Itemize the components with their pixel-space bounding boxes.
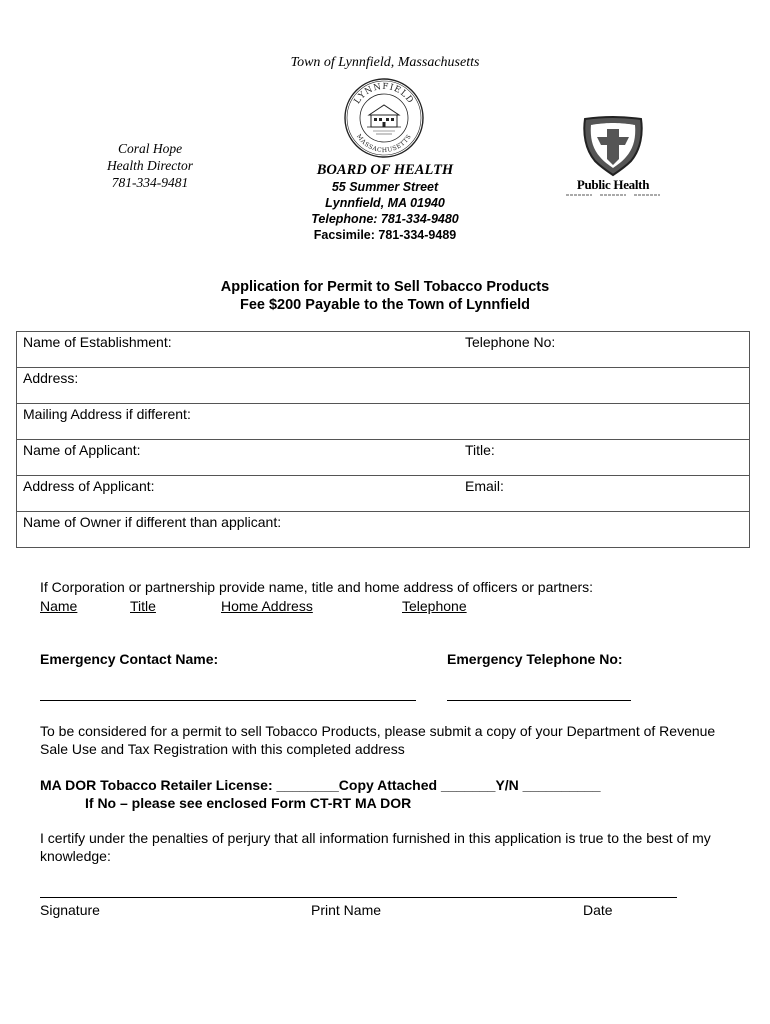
- row-establishment: [17, 332, 750, 368]
- applicant-address-field[interactable]: [17, 476, 750, 512]
- email-label: Email:: [465, 478, 504, 494]
- address-label: Address:: [23, 370, 79, 386]
- signature-line[interactable]: [40, 897, 677, 898]
- board-facsimile: Facsimile: 781-334-9489: [313, 228, 457, 242]
- svg-text:LYNNFIELD: LYNNFIELD: [352, 81, 416, 106]
- mailing-address-field[interactable]: [17, 404, 750, 440]
- dor-license-line: MA DOR Tobacco Retailer License: ________Copy Attached _______Y/N __________: [40, 777, 601, 793]
- public-health-label: Public Health: [576, 177, 650, 192]
- lynnfield-seal-logo: [343, 77, 425, 159]
- col-home-address: Home Address: [221, 598, 313, 614]
- svg-text:MASSACHUSETTS: MASSACHUSETTS: [354, 133, 413, 155]
- dor-if-no: If No – please see enclosed Form CT-RT MA DOR: [85, 795, 412, 811]
- applicant-title-label: Title:: [465, 442, 495, 458]
- town-heading: Town of Lynnfield, Massachusetts: [290, 55, 480, 70]
- officers-columns: [40, 598, 540, 616]
- print-name-label: Print Name: [311, 902, 382, 918]
- board-street: 55 Summer Street: [331, 180, 439, 194]
- emergency-contact-line[interactable]: [40, 700, 416, 701]
- owner-label: Name of Owner if different than applicant:: [23, 514, 282, 530]
- applicant-field[interactable]: [17, 440, 750, 476]
- row-address: [17, 368, 750, 404]
- establishment-label: Name of Establishment:: [23, 334, 172, 350]
- row-owner: [17, 512, 750, 548]
- row-applicant: [17, 440, 750, 476]
- establishment-field[interactable]: [17, 332, 750, 368]
- emergency-phone-label: Emergency Telephone No:: [447, 651, 623, 667]
- director-phone: 781-334-9481: [111, 175, 189, 190]
- telephone-label: Telephone No:: [465, 334, 556, 350]
- col-name: Name: [40, 598, 78, 614]
- certify-statement: I certify under the penalties of perjury that all information furnished in this application is true to the best of my knowledge:: [40, 830, 711, 864]
- mailing-address-label: Mailing Address if different:: [23, 406, 191, 422]
- address-field[interactable]: [17, 368, 750, 404]
- row-mailing: [17, 404, 750, 440]
- health-director-block: [80, 140, 220, 191]
- board-city: Lynnfield, MA 01940: [325, 196, 445, 210]
- emergency-phone-line[interactable]: [447, 700, 631, 701]
- public-health-tagline-icon: [564, 193, 662, 197]
- date-label: Date: [583, 902, 613, 918]
- emergency-contact-label: Emergency Contact Name:: [40, 651, 219, 667]
- applicant-label: Name of Applicant:: [23, 442, 141, 458]
- application-title: [0, 278, 770, 314]
- board-telephone: Telephone: 781-334-9480: [311, 212, 459, 226]
- col-telephone: Telephone: [402, 598, 467, 614]
- corporation-instruction: If Corporation or partnership provide name, title and home address of officers or partners:: [40, 579, 594, 595]
- title-line-2: Fee $200 Payable to the Town of Lynnfield: [239, 297, 531, 313]
- board-of-health-block: [255, 162, 515, 243]
- director-name: Coral Hope: [117, 141, 183, 156]
- col-title: Title: [130, 598, 156, 614]
- row-applicant-address: [17, 476, 750, 512]
- application-form-table: [16, 331, 750, 548]
- title-line-1: Application for Permit to Sell Tobacco Products: [220, 279, 550, 295]
- owner-field[interactable]: [17, 512, 750, 548]
- applicant-address-label: Address of Applicant:: [23, 478, 155, 494]
- director-title: Health Director: [106, 158, 194, 173]
- board-name: BOARD OF HEALTH: [316, 162, 454, 178]
- signature-label: Signature: [40, 902, 100, 918]
- dor-paragraph: To be considered for a permit to sell Tobacco Products, please submit a copy of your Department of Revenue Sale Use and Tax Registration with this completed address: [40, 723, 716, 757]
